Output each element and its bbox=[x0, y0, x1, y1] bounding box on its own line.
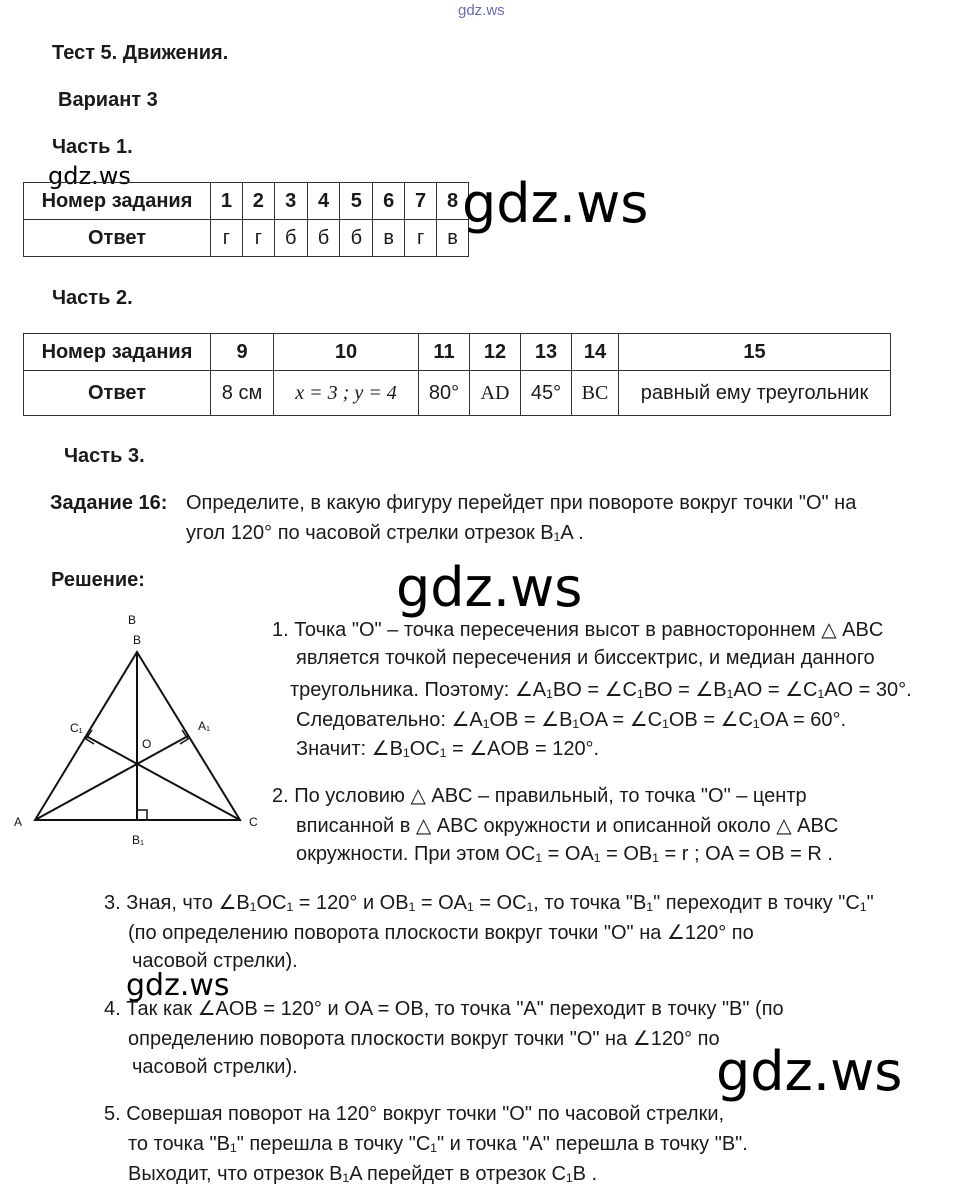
part1-num: 5 bbox=[340, 183, 373, 220]
part2-label: Часть 2. bbox=[52, 287, 133, 309]
task-label: Задание 16: bbox=[50, 492, 168, 514]
step-line: 4. Так как ∠AOB = 120° и OA = OB, то точка "A" переходит в точку "B" (по bbox=[104, 998, 784, 1020]
part2-answer: BC bbox=[572, 371, 619, 416]
part2-answer-row bbox=[24, 371, 891, 416]
part1-header-label: Номер задания bbox=[24, 183, 211, 220]
label-c1: C₁ bbox=[70, 721, 83, 735]
triangle-figure bbox=[0, 612, 270, 852]
part1-answer: г bbox=[211, 220, 243, 257]
step-line: 1. Точка "O" – точка пересечения высот в равностороннем △ ABC bbox=[272, 619, 884, 641]
part2-answer: равный ему треугольник bbox=[619, 371, 891, 416]
label-b1: B₁ bbox=[132, 833, 145, 847]
part1-num: 6 bbox=[373, 183, 405, 220]
part2-num: 10 bbox=[274, 334, 419, 371]
part2-num: 13 bbox=[521, 334, 572, 371]
part1-answer-row bbox=[24, 220, 469, 257]
part1-answer: б bbox=[307, 220, 340, 257]
part1-num: 8 bbox=[437, 183, 469, 220]
part1-num: 1 bbox=[211, 183, 243, 220]
right-angle-b1 bbox=[137, 810, 147, 820]
part2-answer: x = 3 ; y = 4 bbox=[274, 371, 419, 416]
part1-num: 3 bbox=[274, 183, 307, 220]
part1-num: 2 bbox=[242, 183, 274, 220]
solution-label: Решение: bbox=[51, 569, 145, 591]
part2-answer: 8 см bbox=[211, 371, 274, 416]
watermark-big-lower: gdz.ws bbox=[716, 1040, 903, 1103]
task-text-line1: Определите, в какую фигуру перейдет при повороте вокруг точки "O" на bbox=[186, 492, 857, 514]
part2-answer: 80° bbox=[419, 371, 470, 416]
step-line: то точка "B₁" перешла в точку "C₁" и точка "A" перешла в точку "B". bbox=[128, 1133, 748, 1155]
label-a1: A₁ bbox=[198, 719, 211, 733]
task-text-line2: угол 120° по часовой стрелки отрезок B₁A . bbox=[186, 522, 584, 544]
part2-header-row bbox=[24, 334, 891, 371]
part1-header-row bbox=[24, 183, 469, 220]
step-line: Значит: ∠B₁OC₁ = ∠AOB = 120°. bbox=[296, 738, 600, 760]
step-line: Выходит, что отрезок B₁A перейдет в отрезок C₁B . bbox=[128, 1163, 598, 1185]
watermark-small-lower: gdz.ws bbox=[126, 968, 230, 1003]
watermark-big: gdz.ws bbox=[462, 172, 649, 235]
part2-num: 9 bbox=[211, 334, 274, 371]
part1-answer: б bbox=[340, 220, 373, 257]
part2-header-label: Номер задания bbox=[24, 334, 211, 371]
step-line: вписанной в △ ABC окружности и описанной около △ ABC bbox=[296, 815, 839, 837]
part2-num: 14 bbox=[572, 334, 619, 371]
part1-num: 7 bbox=[405, 183, 437, 220]
watermark-top: gdz.ws bbox=[458, 2, 505, 19]
part1-answer-label: Ответ bbox=[24, 220, 211, 257]
label-o: O bbox=[142, 737, 152, 751]
step-line: 2. По условию △ ABC – правильный, то точка "O" – центр bbox=[272, 785, 807, 807]
variant-label: Вариант 3 bbox=[58, 89, 158, 111]
step-line: окружности. При этом OC₁ = OA₁ = OB₁ = r ; OA = OB = R . bbox=[296, 843, 833, 865]
part2-table bbox=[23, 333, 891, 416]
step-line: 5. Совершая поворот на 120° вокруг точки "O" по часовой стрелки, bbox=[104, 1103, 725, 1125]
label-b: B bbox=[133, 633, 142, 647]
step-line: часовой стрелки). bbox=[132, 950, 298, 972]
label-a: A bbox=[14, 815, 23, 829]
step-line: 3. Зная, что ∠B₁OC₁ = 120° и OB₁ = OA₁ = OC₁, то точка "B₁" переходит в точку "C₁" bbox=[104, 892, 874, 914]
part2-num: 11 bbox=[419, 334, 470, 371]
part1-label: Часть 1. bbox=[52, 136, 133, 158]
step-line: треугольника. Поэтому: ∠A₁BO = ∠C₁BO = ∠B₁AO = ∠C₁AO = 30°. bbox=[290, 679, 912, 701]
watermark-big-middle: gdz.ws bbox=[396, 556, 583, 619]
watermark-small: gdz.ws bbox=[48, 162, 131, 190]
part1-answer: г bbox=[242, 220, 274, 257]
part1-answer: в bbox=[437, 220, 469, 257]
part2-num: 15 bbox=[619, 334, 891, 371]
step-line: определению поворота плоскости вокруг точки "O" на ∠120° по bbox=[128, 1028, 720, 1050]
step-line: Следовательно: ∠A₁OB = ∠B₁OA = ∠C₁OB = ∠C₁OA = 60°. bbox=[296, 709, 847, 731]
page-title: Тест 5. Движения. bbox=[52, 42, 229, 64]
part2-answer: 45° bbox=[521, 371, 572, 416]
part1-num: 4 bbox=[307, 183, 340, 220]
step-line: (по определению поворота плоскости вокруг точки "O" на ∠120° по bbox=[128, 922, 754, 944]
part2-answer-label: Ответ bbox=[24, 371, 211, 416]
part1-table bbox=[23, 182, 469, 257]
part2-answer: AD bbox=[470, 371, 521, 416]
label-c: C bbox=[249, 815, 258, 829]
part3-label: Часть 3. bbox=[64, 445, 145, 467]
step-line: часовой стрелки). bbox=[132, 1056, 298, 1078]
part1-answer: г bbox=[405, 220, 437, 257]
part2-num: 12 bbox=[470, 334, 521, 371]
part1-answer: в bbox=[373, 220, 405, 257]
label-b-top: B bbox=[128, 613, 137, 627]
part1-answer: б bbox=[274, 220, 307, 257]
step-line: является точкой пересечения и биссектрис, и медиан данного bbox=[296, 647, 875, 669]
